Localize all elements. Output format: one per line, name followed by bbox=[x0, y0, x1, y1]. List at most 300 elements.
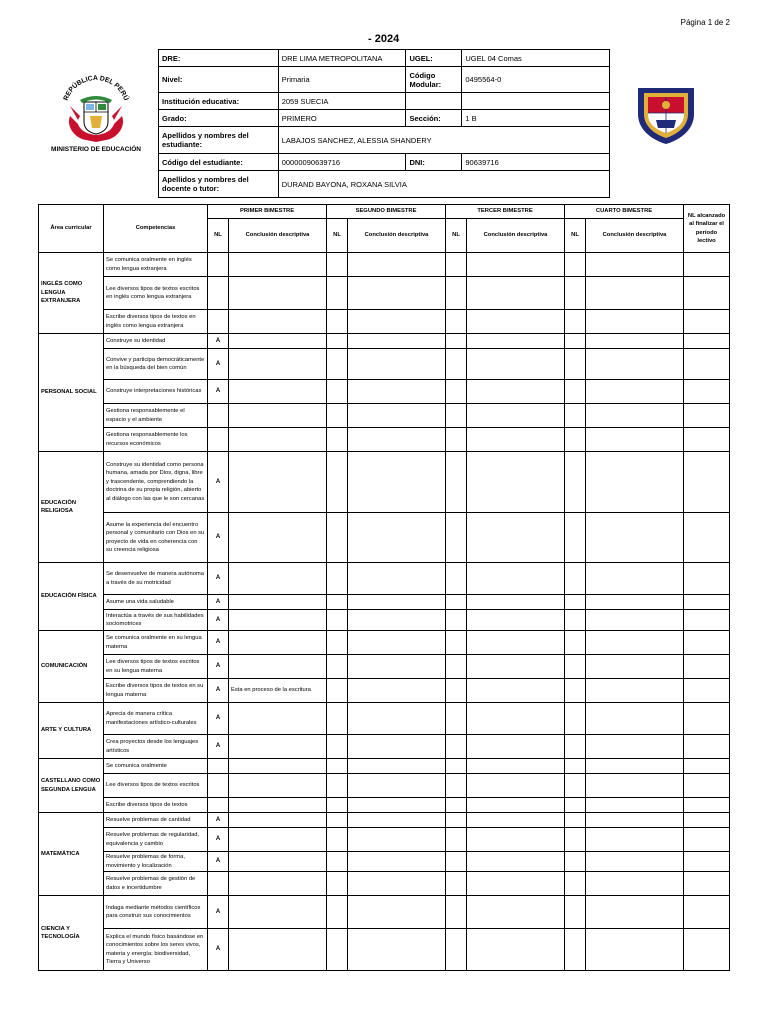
conclusion-cell-bimestre-3 bbox=[467, 631, 565, 655]
nl-cell-bimestre-4 bbox=[565, 759, 586, 774]
nl-cell-bimestre-1: A bbox=[208, 852, 229, 872]
table-row bbox=[39, 655, 730, 679]
table-row bbox=[39, 452, 730, 513]
conclusion-cell-bimestre-2 bbox=[348, 428, 446, 452]
final-nl-cell bbox=[684, 798, 730, 813]
nl-header: NL bbox=[446, 219, 467, 253]
nl-cell-bimestre-4 bbox=[565, 828, 586, 852]
nl-cell-bimestre-1: A bbox=[208, 610, 229, 631]
conclusion-cell-bimestre-3 bbox=[467, 655, 565, 679]
conclusion-cell-bimestre-3 bbox=[467, 735, 565, 759]
nl-cell-bimestre-4 bbox=[565, 349, 586, 380]
nl-cell-bimestre-3 bbox=[446, 595, 467, 610]
nl-cell-bimestre-2 bbox=[327, 735, 348, 759]
conclusion-cell-bimestre-1 bbox=[229, 703, 327, 735]
bimestre-1-header: PRIMER BIMESTRE bbox=[208, 205, 327, 219]
conclusion-cell-bimestre-3 bbox=[467, 774, 565, 798]
seccion-label: Sección: bbox=[406, 110, 462, 127]
nl-cell-bimestre-2 bbox=[327, 277, 348, 310]
competencia-cell: Convive y participa democráticamente en la búsqueda del bien común bbox=[104, 349, 208, 380]
area-header: Área curricular bbox=[39, 205, 104, 253]
final-nl-cell bbox=[684, 655, 730, 679]
area-name: INGLÉS COMO LENGUA EXTRANJERA bbox=[39, 253, 104, 334]
conclusion-cell-bimestre-1 bbox=[229, 798, 327, 813]
nl-cell-bimestre-1: A bbox=[208, 595, 229, 610]
competencia-cell: Escribe diversos tipos de textos en su lengua materna bbox=[104, 679, 208, 703]
empty-cell bbox=[406, 93, 462, 110]
conclusion-cell-bimestre-2 bbox=[348, 929, 446, 971]
conclusion-cell-bimestre-1 bbox=[229, 852, 327, 872]
nl-cell-bimestre-2 bbox=[327, 828, 348, 852]
nl-cell-bimestre-3 bbox=[446, 813, 467, 828]
conclusion-cell-bimestre-1 bbox=[229, 631, 327, 655]
final-nl-cell bbox=[684, 277, 730, 310]
conclusion-cell-bimestre-3 bbox=[467, 610, 565, 631]
nl-cell-bimestre-3 bbox=[446, 828, 467, 852]
nl-cell-bimestre-3 bbox=[446, 798, 467, 813]
conclusion-cell-bimestre-3 bbox=[467, 929, 565, 971]
final-nl-cell bbox=[684, 813, 730, 828]
conclusion-cell-bimestre-2 bbox=[348, 334, 446, 349]
conclusion-cell-bimestre-1 bbox=[229, 253, 327, 277]
conclusion-cell-bimestre-2 bbox=[348, 563, 446, 595]
conclusion-cell-bimestre-3 bbox=[467, 828, 565, 852]
conclusion-cell-bimestre-1 bbox=[229, 610, 327, 631]
bimestre-4-header: CUARTO BIMESTRE bbox=[565, 205, 684, 219]
competencia-cell: Escribe diversos tipos de textos bbox=[104, 798, 208, 813]
nl-cell-bimestre-2 bbox=[327, 380, 348, 404]
table-row bbox=[39, 253, 730, 277]
nl-cell-bimestre-3 bbox=[446, 610, 467, 631]
nl-cell-bimestre-4 bbox=[565, 310, 586, 334]
area-name: MATEMÁTICA bbox=[39, 813, 104, 896]
dre-value: DRE LIMA METROPOLITANA bbox=[278, 50, 406, 67]
conclusion-cell-bimestre-1 bbox=[229, 349, 327, 380]
codigo-modular-label: Código Modular: bbox=[406, 67, 462, 93]
conclusion-cell-bimestre-4 bbox=[586, 828, 684, 852]
conclusion-cell-bimestre-1 bbox=[229, 428, 327, 452]
conclusion-cell-bimestre-3 bbox=[467, 896, 565, 929]
table-row bbox=[39, 759, 730, 774]
conclusion-cell-bimestre-2 bbox=[348, 253, 446, 277]
nl-cell-bimestre-3 bbox=[446, 380, 467, 404]
nl-cell-bimestre-1 bbox=[208, 310, 229, 334]
table-row bbox=[39, 631, 730, 655]
nl-cell-bimestre-3 bbox=[446, 428, 467, 452]
conclusion-cell-bimestre-3 bbox=[467, 404, 565, 428]
table-row bbox=[39, 872, 730, 896]
conclusion-cell-bimestre-3 bbox=[467, 452, 565, 513]
conclusion-cell-bimestre-3 bbox=[467, 513, 565, 563]
conclusion-cell-bimestre-2 bbox=[348, 404, 446, 428]
codigo-estudiante-value: 00000090639716 bbox=[278, 154, 406, 171]
final-nl-cell bbox=[684, 610, 730, 631]
conclusion-header: Conclusión descriptiva bbox=[586, 219, 684, 253]
conclusion-cell-bimestre-3 bbox=[467, 349, 565, 380]
competencia-cell: Interactúa a través de sus habilidades sociomotrices bbox=[104, 610, 208, 631]
nl-cell-bimestre-2 bbox=[327, 452, 348, 513]
nl-cell-bimestre-2 bbox=[327, 310, 348, 334]
nl-cell-bimestre-1: A bbox=[208, 334, 229, 349]
final-nl-cell bbox=[684, 404, 730, 428]
nivel-value: Primaria bbox=[278, 67, 406, 93]
empty-cell bbox=[462, 93, 610, 110]
conclusion-cell-bimestre-1 bbox=[229, 513, 327, 563]
nl-cell-bimestre-2 bbox=[327, 349, 348, 380]
conclusion-cell-bimestre-2 bbox=[348, 828, 446, 852]
final-nl-cell bbox=[684, 679, 730, 703]
conclusion-cell-bimestre-4 bbox=[586, 655, 684, 679]
conclusion-cell-bimestre-1 bbox=[229, 896, 327, 929]
conclusion-cell-bimestre-4 bbox=[586, 349, 684, 380]
dni-value: 90639716 bbox=[462, 154, 610, 171]
conclusion-cell-bimestre-2 bbox=[348, 813, 446, 828]
nl-cell-bimestre-2 bbox=[327, 610, 348, 631]
bimestre-3-header: TERCER BIMESTRE bbox=[446, 205, 565, 219]
dni-label: DNI: bbox=[406, 154, 462, 171]
conclusion-cell-bimestre-4 bbox=[586, 631, 684, 655]
nl-cell-bimestre-2 bbox=[327, 334, 348, 349]
page-number: Página 1 de 2 bbox=[680, 18, 730, 27]
nl-cell-bimestre-3 bbox=[446, 452, 467, 513]
conclusion-cell-bimestre-3 bbox=[467, 813, 565, 828]
competencia-cell: Resuelve problemas de cantidad bbox=[104, 813, 208, 828]
competencia-cell: Se comunica oralmente en inglés como lengua extranjera bbox=[104, 253, 208, 277]
nl-cell-bimestre-3 bbox=[446, 703, 467, 735]
nl-cell-bimestre-3 bbox=[446, 563, 467, 595]
nl-cell-bimestre-3 bbox=[446, 679, 467, 703]
conclusion-cell-bimestre-1 bbox=[229, 563, 327, 595]
table-row bbox=[39, 310, 730, 334]
competencia-cell: Se comunica oralmente en su lengua materna bbox=[104, 631, 208, 655]
conclusion-cell-bimestre-1 bbox=[229, 452, 327, 513]
nl-cell-bimestre-4 bbox=[565, 380, 586, 404]
conclusion-cell-bimestre-2 bbox=[348, 759, 446, 774]
conclusion-header: Conclusión descriptiva bbox=[467, 219, 565, 253]
conclusion-cell-bimestre-2 bbox=[348, 896, 446, 929]
conclusion-cell-bimestre-4 bbox=[586, 735, 684, 759]
conclusion-cell-bimestre-4 bbox=[586, 872, 684, 896]
nl-cell-bimestre-1 bbox=[208, 798, 229, 813]
nl-cell-bimestre-3 bbox=[446, 759, 467, 774]
conclusion-cell-bimestre-3 bbox=[467, 595, 565, 610]
conclusion-cell-bimestre-4 bbox=[586, 929, 684, 971]
nl-cell-bimestre-3 bbox=[446, 735, 467, 759]
conclusion-cell-bimestre-2 bbox=[348, 610, 446, 631]
conclusion-cell-bimestre-4 bbox=[586, 703, 684, 735]
conclusion-cell-bimestre-4 bbox=[586, 896, 684, 929]
conclusion-header: Conclusión descriptiva bbox=[348, 219, 446, 253]
conclusion-cell-bimestre-4 bbox=[586, 610, 684, 631]
nl-cell-bimestre-2 bbox=[327, 404, 348, 428]
nl-cell-bimestre-2 bbox=[327, 759, 348, 774]
conclusion-cell-bimestre-2 bbox=[348, 735, 446, 759]
nl-cell-bimestre-4 bbox=[565, 655, 586, 679]
report-year: - 2024 bbox=[368, 33, 400, 45]
nl-cell-bimestre-4 bbox=[565, 735, 586, 759]
table-row bbox=[39, 513, 730, 563]
conclusion-cell-bimestre-1 bbox=[229, 595, 327, 610]
table-row bbox=[39, 610, 730, 631]
conclusion-cell-bimestre-4 bbox=[586, 759, 684, 774]
table-row bbox=[39, 774, 730, 798]
nl-cell-bimestre-3 bbox=[446, 631, 467, 655]
conclusion-cell-bimestre-3 bbox=[467, 563, 565, 595]
conclusion-cell-bimestre-2 bbox=[348, 872, 446, 896]
area-name: EDUCACIÓN RELIGIOSA bbox=[39, 452, 104, 563]
area-name: EDUCACIÓN FÍSICA bbox=[39, 563, 104, 631]
conclusion-cell-bimestre-1 bbox=[229, 735, 327, 759]
competencia-cell: Crea proyectos desde los lenguajes artísticos bbox=[104, 735, 208, 759]
nl-cell-bimestre-4 bbox=[565, 404, 586, 428]
conclusion-cell-bimestre-3 bbox=[467, 277, 565, 310]
competencia-cell: Lee diversos tipos de textos escritos en su lengua materna bbox=[104, 655, 208, 679]
nl-cell-bimestre-4 bbox=[565, 852, 586, 872]
nl-cell-bimestre-2 bbox=[327, 513, 348, 563]
dre-label: DRE: bbox=[159, 50, 279, 67]
nl-cell-bimestre-3 bbox=[446, 513, 467, 563]
ugel-label: UGEL: bbox=[406, 50, 462, 67]
nl-cell-bimestre-3 bbox=[446, 349, 467, 380]
conclusion-cell-bimestre-4 bbox=[586, 852, 684, 872]
nivel-label: Nivel: bbox=[159, 67, 279, 93]
conclusion-cell-bimestre-4 bbox=[586, 404, 684, 428]
final-nl-cell bbox=[684, 703, 730, 735]
competencia-cell: Gestiona responsablemente el espacio y el ambiente bbox=[104, 404, 208, 428]
table-row bbox=[39, 852, 730, 872]
nl-header: NL bbox=[208, 219, 229, 253]
peru-emblem-icon bbox=[56, 72, 136, 144]
conclusion-cell-bimestre-3 bbox=[467, 852, 565, 872]
conclusion-cell-bimestre-2 bbox=[348, 277, 446, 310]
competencia-cell: Explica el mundo físico basándose en conocimientos sobre los seres vivos, materia y energía; biodiversidad, Tierra y Universo bbox=[104, 929, 208, 971]
conclusion-cell-bimestre-1 bbox=[229, 813, 327, 828]
conclusion-cell-bimestre-2 bbox=[348, 452, 446, 513]
seccion-value: 1 B bbox=[462, 110, 610, 127]
final-nl-cell bbox=[684, 253, 730, 277]
table-row bbox=[39, 563, 730, 595]
conclusion-header: Conclusión descriptiva bbox=[229, 219, 327, 253]
institucion-value: 2059 SUECIA bbox=[278, 93, 406, 110]
area-name: PERSONAL SOCIAL bbox=[39, 334, 104, 452]
competencia-cell: Construye su identidad bbox=[104, 334, 208, 349]
table-row bbox=[39, 334, 730, 349]
conclusion-cell-bimestre-3 bbox=[467, 679, 565, 703]
final-nl-cell bbox=[684, 929, 730, 971]
competencia-cell: Indaga mediante métodos científicos para construir sus conocimientos bbox=[104, 896, 208, 929]
nl-cell-bimestre-1 bbox=[208, 428, 229, 452]
competencia-cell: Asume una vida saludable bbox=[104, 595, 208, 610]
nl-cell-bimestre-1: A bbox=[208, 452, 229, 513]
conclusion-cell-bimestre-1 bbox=[229, 655, 327, 679]
conclusion-cell-bimestre-4 bbox=[586, 595, 684, 610]
table-row bbox=[39, 896, 730, 929]
conclusion-cell-bimestre-2 bbox=[348, 703, 446, 735]
table-row bbox=[39, 703, 730, 735]
nl-cell-bimestre-3 bbox=[446, 655, 467, 679]
final-nl-cell bbox=[684, 759, 730, 774]
nl-cell-bimestre-4 bbox=[565, 428, 586, 452]
nl-cell-bimestre-1: A bbox=[208, 703, 229, 735]
competencias-header: Competencias bbox=[104, 205, 208, 253]
conclusion-cell-bimestre-4 bbox=[586, 277, 684, 310]
nl-cell-bimestre-1: A bbox=[208, 631, 229, 655]
competencia-cell: Aprecia de manera crítica manifestaciones artístico-culturales bbox=[104, 703, 208, 735]
conclusion-cell-bimestre-1 bbox=[229, 759, 327, 774]
conclusion-cell-bimestre-3 bbox=[467, 703, 565, 735]
conclusion-cell-bimestre-1: Esta en proceso de la escritura bbox=[229, 679, 327, 703]
conclusion-cell-bimestre-4 bbox=[586, 334, 684, 349]
conclusion-cell-bimestre-2 bbox=[348, 798, 446, 813]
conclusion-cell-bimestre-1 bbox=[229, 310, 327, 334]
final-nl-cell bbox=[684, 872, 730, 896]
codigo-modular-value: 0495564-0 bbox=[462, 67, 610, 93]
table-row bbox=[39, 277, 730, 310]
conclusion-cell-bimestre-3 bbox=[467, 380, 565, 404]
conclusion-cell-bimestre-3 bbox=[467, 798, 565, 813]
codigo-estudiante-label: Código del estudiante: bbox=[159, 154, 279, 171]
nl-cell-bimestre-2 bbox=[327, 253, 348, 277]
conclusion-cell-bimestre-3 bbox=[467, 334, 565, 349]
competencia-cell: Gestiona responsablemente los recursos económicos bbox=[104, 428, 208, 452]
estudiante-value: LABAJOS SANCHEZ, ALESSIA SHANDERY bbox=[278, 127, 609, 154]
ugel-value: UGEL 04 Comas bbox=[462, 50, 610, 67]
nl-cell-bimestre-1 bbox=[208, 253, 229, 277]
conclusion-cell-bimestre-4 bbox=[586, 513, 684, 563]
nl-cell-bimestre-2 bbox=[327, 929, 348, 971]
table-row bbox=[39, 679, 730, 703]
student-info-table bbox=[158, 49, 610, 198]
table-row bbox=[39, 813, 730, 828]
nl-cell-bimestre-2 bbox=[327, 703, 348, 735]
nl-cell-bimestre-4 bbox=[565, 610, 586, 631]
conclusion-cell-bimestre-2 bbox=[348, 349, 446, 380]
nl-cell-bimestre-3 bbox=[446, 896, 467, 929]
table-row bbox=[39, 380, 730, 404]
final-nl-cell bbox=[684, 735, 730, 759]
table-row bbox=[39, 349, 730, 380]
nl-cell-bimestre-3 bbox=[446, 852, 467, 872]
nl-cell-bimestre-1: A bbox=[208, 735, 229, 759]
institucion-label: Institución educativa: bbox=[159, 93, 279, 110]
table-row bbox=[39, 595, 730, 610]
conclusion-cell-bimestre-2 bbox=[348, 774, 446, 798]
conclusion-cell-bimestre-3 bbox=[467, 428, 565, 452]
table-row bbox=[39, 828, 730, 852]
nl-cell-bimestre-3 bbox=[446, 334, 467, 349]
conclusion-cell-bimestre-2 bbox=[348, 380, 446, 404]
final-nl-cell bbox=[684, 828, 730, 852]
docente-label: Apellidos y nombres del docente o tutor: bbox=[159, 171, 279, 198]
nl-cell-bimestre-4 bbox=[565, 513, 586, 563]
competencia-cell: Construye interpretaciones históricas bbox=[104, 380, 208, 404]
nl-cell-bimestre-2 bbox=[327, 774, 348, 798]
conclusion-cell-bimestre-3 bbox=[467, 759, 565, 774]
competencia-cell: Escribe diversos tipos de textos en inglés como lengua extranjera bbox=[104, 310, 208, 334]
grado-label: Grado: bbox=[159, 110, 279, 127]
estudiante-label: Apellidos y nombres del estudiante: bbox=[159, 127, 279, 154]
table-row bbox=[39, 428, 730, 452]
conclusion-cell-bimestre-1 bbox=[229, 380, 327, 404]
nl-cell-bimestre-2 bbox=[327, 896, 348, 929]
competencia-cell: Se comunica oralmente bbox=[104, 759, 208, 774]
conclusion-cell-bimestre-2 bbox=[348, 852, 446, 872]
conclusion-cell-bimestre-2 bbox=[348, 679, 446, 703]
area-name: COMUNICACIÓN bbox=[39, 631, 104, 703]
nl-cell-bimestre-1: A bbox=[208, 349, 229, 380]
conclusion-cell-bimestre-1 bbox=[229, 774, 327, 798]
conclusion-cell-bimestre-1 bbox=[229, 828, 327, 852]
conclusion-cell-bimestre-1 bbox=[229, 404, 327, 428]
conclusion-cell-bimestre-1 bbox=[229, 334, 327, 349]
nl-cell-bimestre-1: A bbox=[208, 828, 229, 852]
nl-cell-bimestre-4 bbox=[565, 703, 586, 735]
final-nl-cell bbox=[684, 563, 730, 595]
docente-value: DURAND BAYONA, ROXANA SILVIA bbox=[278, 171, 609, 198]
final-nl-cell bbox=[684, 852, 730, 872]
conclusion-cell-bimestre-4 bbox=[586, 253, 684, 277]
nl-cell-bimestre-1 bbox=[208, 404, 229, 428]
final-nl-cell bbox=[684, 774, 730, 798]
nl-cell-bimestre-3 bbox=[446, 774, 467, 798]
competencia-cell: Lee diversos tipos de textos escritos en inglés como lengua extranjera bbox=[104, 277, 208, 310]
competencia-cell: Asume la experiencia del encuentro personal y comunitario con Dios en su proyecto de vida en coherencia con su creencia religiosa bbox=[104, 513, 208, 563]
nl-cell-bimestre-4 bbox=[565, 896, 586, 929]
nl-cell-bimestre-1 bbox=[208, 759, 229, 774]
conclusion-cell-bimestre-2 bbox=[348, 655, 446, 679]
conclusion-cell-bimestre-4 bbox=[586, 428, 684, 452]
competencia-cell: Lee diversos tipos de textos escritos bbox=[104, 774, 208, 798]
nl-cell-bimestre-4 bbox=[565, 595, 586, 610]
nl-cell-bimestre-4 bbox=[565, 253, 586, 277]
nl-cell-bimestre-1: A bbox=[208, 380, 229, 404]
grades-table bbox=[38, 204, 730, 971]
nl-header: NL bbox=[565, 219, 586, 253]
nl-cell-bimestre-2 bbox=[327, 852, 348, 872]
competencia-cell: Construye su identidad como persona humana, amada por Dios, digna, libre y trascendente, comprendiendo la doctrina de su propia religión, abierto al diálogo con las que le son cercanas bbox=[104, 452, 208, 513]
nl-cell-bimestre-3 bbox=[446, 277, 467, 310]
conclusion-cell-bimestre-1 bbox=[229, 872, 327, 896]
conclusion-cell-bimestre-4 bbox=[586, 452, 684, 513]
table-row bbox=[39, 929, 730, 971]
final-nl-cell bbox=[684, 896, 730, 929]
nl-cell-bimestre-2 bbox=[327, 872, 348, 896]
final-nl-cell bbox=[684, 595, 730, 610]
nl-cell-bimestre-4 bbox=[565, 929, 586, 971]
nl-cell-bimestre-1 bbox=[208, 872, 229, 896]
nl-cell-bimestre-1: A bbox=[208, 563, 229, 595]
area-name: CIENCIA Y TECNOLOGÍA bbox=[39, 896, 104, 971]
table-row bbox=[39, 404, 730, 428]
nl-cell-bimestre-2 bbox=[327, 798, 348, 813]
nl-cell-bimestre-1: A bbox=[208, 813, 229, 828]
grado-value: PRIMERO bbox=[278, 110, 406, 127]
nl-cell-bimestre-4 bbox=[565, 334, 586, 349]
final-nl-cell bbox=[684, 334, 730, 349]
final-nl-cell bbox=[684, 513, 730, 563]
conclusion-cell-bimestre-2 bbox=[348, 310, 446, 334]
conclusion-cell-bimestre-4 bbox=[586, 813, 684, 828]
nl-cell-bimestre-4 bbox=[565, 872, 586, 896]
conclusion-cell-bimestre-1 bbox=[229, 929, 327, 971]
final-nl-header: NL alcanzado al finalizar el período lectivo bbox=[684, 205, 730, 253]
conclusion-cell-bimestre-3 bbox=[467, 253, 565, 277]
conclusion-cell-bimestre-4 bbox=[586, 310, 684, 334]
nl-cell-bimestre-4 bbox=[565, 798, 586, 813]
table-row bbox=[39, 735, 730, 759]
nl-cell-bimestre-4 bbox=[565, 813, 586, 828]
nl-cell-bimestre-3 bbox=[446, 310, 467, 334]
